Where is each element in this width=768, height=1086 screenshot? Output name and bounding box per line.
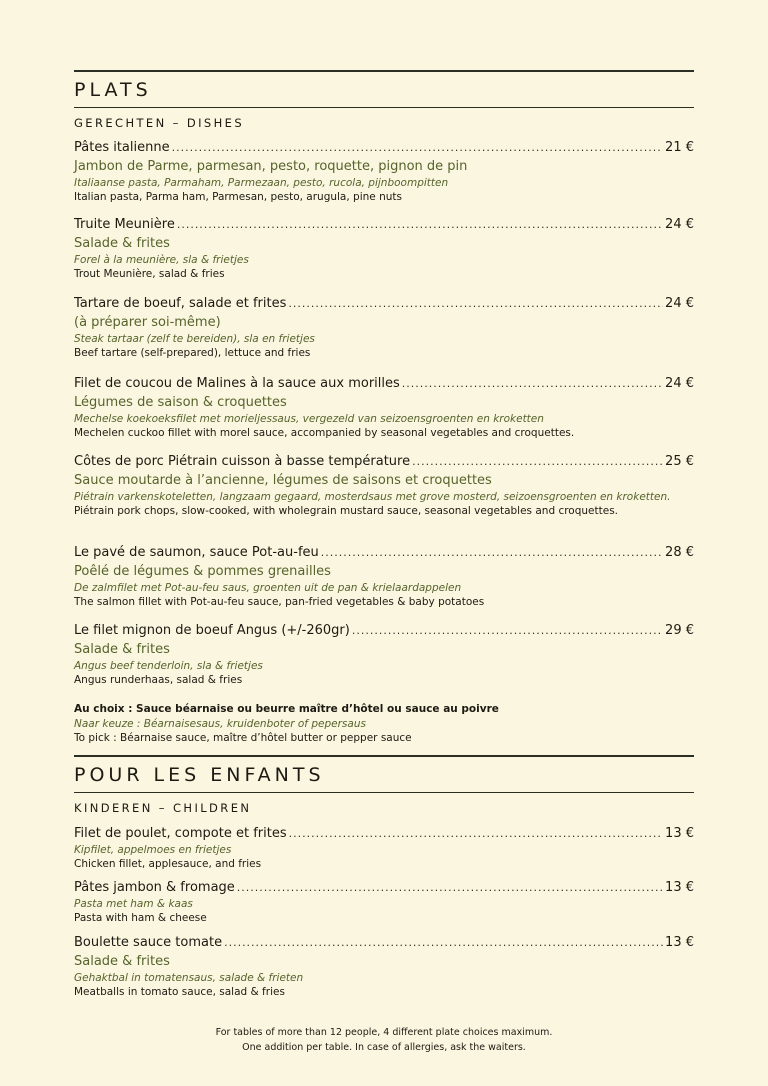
- dish-name: Le pavé de saumon, sauce Pot-au-feu: [74, 545, 319, 560]
- leader-dots: [412, 453, 663, 471]
- dish-description-fr: Légumes de saison & croquettes: [74, 395, 287, 410]
- dish-item: [74, 139, 694, 204]
- leader-dots: [289, 825, 663, 843]
- dish-description-en: Chicken fillet, applesauce, and fries: [74, 858, 262, 870]
- dish-description-nl: Piétrain varkenskoteletten, langzaam gegaard, mosterdsaus met grove mosterd, seizoensgroenten en kroketten.: [74, 491, 671, 503]
- dish-description-fr: Salade & frites: [74, 642, 170, 657]
- dish-description-nl: Mechelse koekoeksfilet met morieljessaus, vergezeld van seizoensgroenten en kroketten: [74, 413, 544, 425]
- sauce-choice: [74, 702, 694, 745]
- dish-price: 13 €: [665, 826, 694, 841]
- dish-description-fr: Poêlé de légumes & pommes grenailles: [74, 564, 331, 579]
- dish-name: Boulette sauce tomate: [74, 935, 223, 950]
- leader-dots: [237, 879, 663, 897]
- dish-description-en: Piétrain pork chops, slow-cooked, with wholegrain mustard sauce, seasonal vegetables and croquettes.: [74, 505, 619, 517]
- dish-name: Pâtes italienne: [74, 140, 170, 155]
- dish-item: [74, 453, 694, 518]
- top-rule: [74, 70, 694, 72]
- dish-item: [74, 375, 694, 440]
- dish-price: 25 €: [665, 454, 694, 469]
- dish-description-fr: Jambon de Parme, parmesan, pesto, roquette, pignon de pin: [74, 159, 468, 174]
- dish-name: Truite Meunière: [74, 217, 175, 232]
- plats-subtitle: GERECHTEN – DISHES: [74, 116, 245, 130]
- dish-description-nl: Forel à la meunière, sla & frietjes: [74, 254, 249, 266]
- leader-dots: [224, 934, 663, 952]
- dish-description-nl: Steak tartaar (zelf te bereiden), sla en frietjes: [74, 333, 315, 345]
- footer-note: [0, 1025, 768, 1055]
- dish-description-nl: De zalmfilet met Pot-au-feu saus, groenten uit de pan & krielaardappelen: [74, 582, 462, 594]
- leader-dots: [352, 622, 663, 640]
- dish-description-en: The salmon fillet with Pot-au-feu sauce, pan-fried vegetables & baby potatoes: [74, 596, 485, 608]
- footer-line-2: One addition per table. In case of allergies, ask the waiters.: [242, 1042, 526, 1053]
- dish-price: 28 €: [665, 545, 694, 560]
- leader-dots: [402, 375, 663, 393]
- dish-price: 13 €: [665, 935, 694, 950]
- dish-description-fr: Salade & frites: [74, 954, 170, 969]
- dish-description-en: Angus runderhaas, salad & fries: [74, 674, 243, 686]
- dish-name: Côtes de porc Piétrain cuisson à basse température: [74, 454, 411, 469]
- dish-item: [74, 544, 694, 609]
- kids-title: POUR LES ENFANTS: [74, 764, 325, 786]
- kids-section-header: [74, 755, 694, 815]
- leader-dots: [288, 295, 663, 313]
- divider: [74, 792, 694, 793]
- footer-line-1: For tables of more than 12 people, 4 different plate choices maximum.: [215, 1027, 553, 1038]
- dish-price: 24 €: [665, 296, 694, 311]
- dish-description-fr: (à préparer soi-même): [74, 315, 221, 330]
- dish-description-en: Italian pasta, Parma ham, Parmesan, pesto, arugula, pine nuts: [74, 191, 402, 203]
- dish-description-en: Trout Meunière, salad & fries: [74, 268, 225, 280]
- dish-description-nl: Kipfilet, appelmoes en frietjes: [74, 844, 232, 856]
- dish-price: 24 €: [665, 217, 694, 232]
- dish-description-nl: Italiaanse pasta, Parmaham, Parmezaan, pesto, rucola, pijnboompitten: [74, 177, 449, 189]
- dish-name: Filet de coucou de Malines à la sauce aux morilles: [74, 376, 400, 391]
- plats-title: PLATS: [74, 79, 152, 101]
- dish-description-en: Beef tartare (self-prepared), lettuce and fries: [74, 347, 311, 359]
- kids-dish-item: [74, 934, 694, 999]
- dish-description-fr: Salade & frites: [74, 236, 170, 251]
- leader-dots: [177, 216, 663, 234]
- plats-section-header: [74, 70, 694, 130]
- divider: [74, 107, 694, 108]
- dish-name: Filet de poulet, compote et frites: [74, 826, 287, 841]
- dish-description-en: Mechelen cuckoo fillet with morel sauce, accompanied by seasonal vegetables and croquettes.: [74, 427, 575, 439]
- dish-description-en: Pasta with ham & cheese: [74, 912, 207, 924]
- choice-fr: Au choix : Sauce béarnaise ou beurre maître d’hôtel ou sauce au poivre: [74, 703, 499, 715]
- leader-dots: [321, 544, 663, 562]
- dish-price: 29 €: [665, 623, 694, 638]
- dish-description-nl: Pasta met ham & kaas: [74, 898, 193, 910]
- dish-description-en: Meatballs in tomato sauce, salad & fries: [74, 986, 285, 998]
- kids-subtitle: KINDEREN – CHILDREN: [74, 801, 252, 815]
- leader-dots: [172, 139, 663, 157]
- dish-name: Le filet mignon de boeuf Angus (+/-260gr): [74, 623, 350, 638]
- dish-price: 21 €: [665, 140, 694, 155]
- top-rule: [74, 755, 694, 757]
- dish-name: Pâtes jambon & fromage: [74, 880, 235, 895]
- dish-description-nl: Gehaktbal in tomatensaus, salade & frieten: [74, 972, 304, 984]
- dish-description-nl: Angus beef tenderloin, sla & frietjes: [74, 660, 263, 672]
- kids-dish-item: [74, 879, 694, 925]
- dish-price: 13 €: [665, 880, 694, 895]
- dish-price: 24 €: [665, 376, 694, 391]
- dish-description-fr: Sauce moutarde à l’ancienne, légumes de saisons et croquettes: [74, 473, 492, 488]
- choice-en: To pick : Béarnaise sauce, maître d’hôtel butter or pepper sauce: [74, 732, 412, 744]
- dish-item: [74, 622, 694, 687]
- choice-nl: Naar keuze : Béarnaisesaus, kruidenboter of pepersaus: [74, 718, 366, 730]
- dish-item: [74, 216, 694, 281]
- kids-dish-item: [74, 825, 694, 871]
- dish-name: Tartare de boeuf, salade et frites: [74, 296, 287, 311]
- dish-item: [74, 295, 694, 360]
